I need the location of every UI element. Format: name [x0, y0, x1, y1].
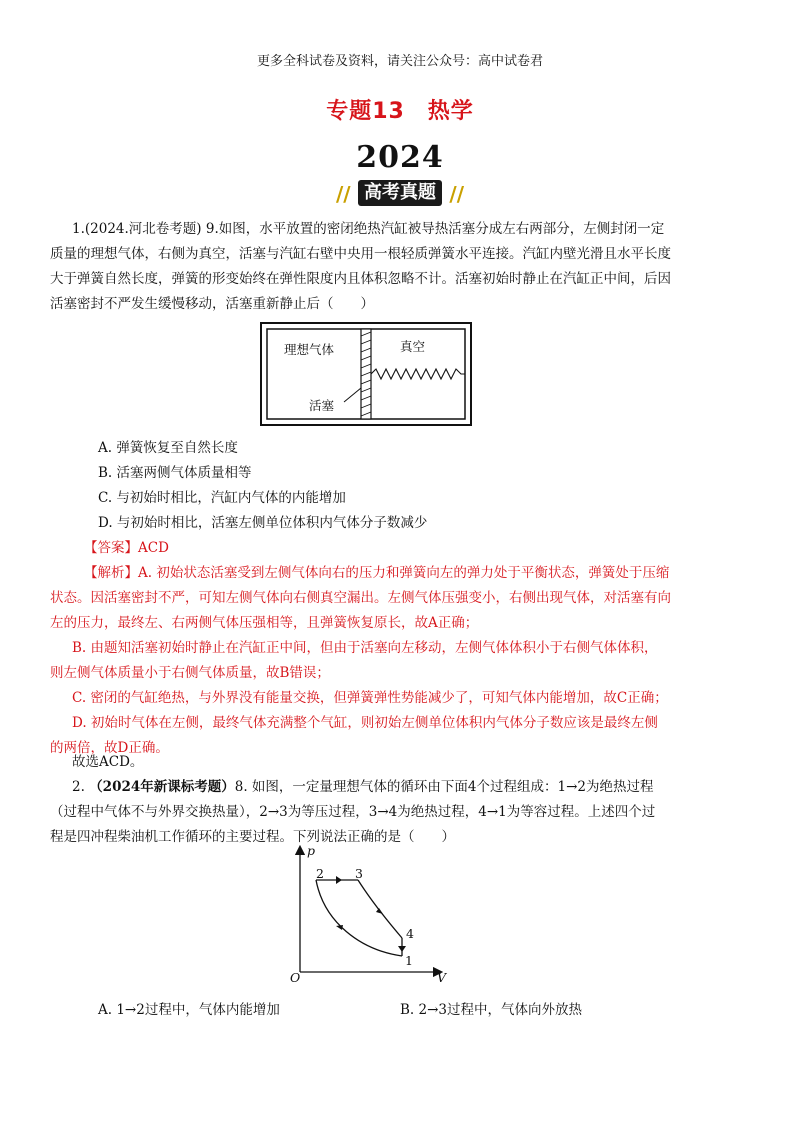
- q2-option-a: A. 1→2过程中，气体内能增加: [98, 1002, 280, 1018]
- axis-label-v: V: [437, 970, 447, 985]
- q1-option-a: A. 弹簧恢复至自然长度: [98, 440, 238, 456]
- analysis-line: C. 密闭的气缸绝热，与外界没有能量交换，但弹簧弹性势能减少了，可知气体内能增加，故C正确；: [72, 690, 668, 706]
- label-vacuum: 真空: [400, 339, 426, 354]
- origin-label: O: [290, 970, 301, 985]
- analysis-line: 状态。因活塞密封不严，可知左侧气体向右侧真空漏出。左侧气体压强变小，右侧出现气体，对活塞有向: [50, 590, 671, 606]
- page-title: 专题13 热学: [326, 99, 474, 124]
- banner-text: 高考真题: [358, 180, 442, 206]
- analysis-line: 的两倍，故D正确。: [50, 740, 169, 756]
- cylinder-figure: [260, 322, 472, 426]
- q2-source: （2024年新课标考题）: [89, 779, 235, 795]
- axis-label-p: p: [307, 843, 316, 858]
- banner-slash-right: //: [449, 182, 464, 206]
- analysis-line: 左的压力，最终左、右两侧气体压强相等，且弹簧恢复原长，故A正确；: [50, 615, 479, 631]
- q2-number: 2.: [72, 779, 90, 795]
- q1-conclusion: 故选ACD。: [72, 754, 144, 770]
- q1-line: 质量的理想气体，右侧为真空，活塞与汽缸右壁中央用一根轻质弹簧水平连接。汽缸内壁光滑且水平长度: [50, 246, 671, 262]
- q1-line: 大于弹簧自然长度，弹簧的形变始终在弹性限度内且体积忽略不计。活塞初始时静止在汽缸正中间，后因: [50, 271, 671, 287]
- point-label-1: 1: [405, 953, 413, 968]
- q1-line: 1.(2024.河北卷考题) 9.如图，水平放置的密闭绝热汽缸被导热活塞分成左右两部分，左侧封闭一定: [72, 221, 665, 237]
- section-banner: [336, 178, 464, 208]
- analysis-line: 【解析】A. 初始状态活塞受到左侧气体向右的压力和弹簧向左的弹力处于平衡状态，弹簧处于压缩: [84, 565, 670, 581]
- label-ideal-gas: 理想气体: [284, 342, 335, 357]
- q1-stem: [50, 217, 732, 317]
- banner-slash-left: //: [336, 182, 351, 206]
- q1-answer: 【答案】ACD: [84, 540, 169, 556]
- point-label-2: 2: [316, 866, 324, 881]
- page-header: 更多全科试卷及资料，请关注公众号：高中试卷君: [256, 54, 543, 69]
- q2-line: 程是四冲程柴油机工作循环的主要过程。下列说法正确的是（ ）: [50, 829, 455, 845]
- q1-option-d: D. 与初始时相比，活塞左侧单位体积内气体分子数减少: [98, 515, 428, 531]
- point-label-3: 3: [355, 866, 363, 881]
- analysis-line: 则左侧气体质量小于右侧气体质量，故B错误；: [50, 665, 330, 681]
- point-label-4: 4: [406, 926, 414, 941]
- q2-line: 8. 如图，一定量理想气体的循环由下面4个过程组成：1→2为绝热过程: [234, 779, 654, 795]
- q1-line: 活塞密封不严发生缓慢移动，活塞重新静止后（ ）: [50, 296, 374, 312]
- q2-option-b: B. 2→3过程中，气体向外放热: [400, 1002, 582, 1018]
- year-heading: 2024: [356, 140, 444, 175]
- q1-option-c: C. 与初始时相比，汽缸内气体的内能增加: [98, 490, 346, 506]
- q1-options: [98, 436, 758, 536]
- q1-option-b: B. 活塞两侧气体质量相等: [98, 465, 252, 481]
- pv-diagram: [286, 842, 446, 992]
- q1-analysis: [50, 561, 740, 761]
- q2-line: （过程中气体不与外界交换热量），2→3为等压过程，3→4为绝热过程，4→1为等容过程。上述四个过: [50, 804, 656, 820]
- q2-stem: [50, 775, 740, 850]
- analysis-line: D. 初始时气体在左侧，最终气体充满整个气缸，则初始左侧单位体积内气体分子数应该是最终左侧: [72, 715, 658, 731]
- analysis-line: B. 由题知活塞初始时静止在汽缸正中间，但由于活塞向左移动，左侧气体体积小于右侧气体体积，: [72, 640, 658, 656]
- label-piston: 活塞: [309, 398, 335, 413]
